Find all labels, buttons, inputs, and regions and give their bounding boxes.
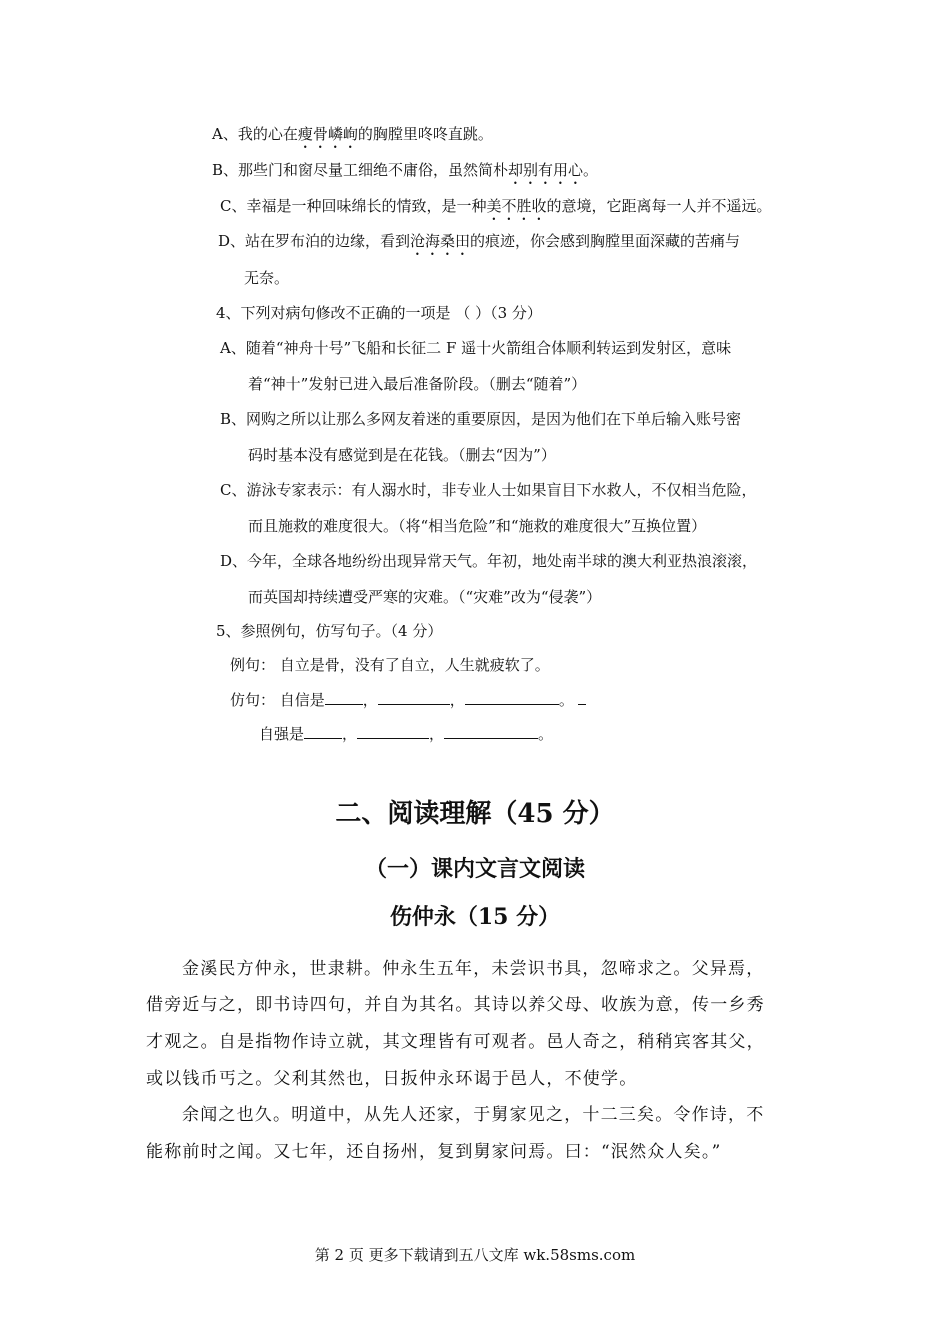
q4-option-b-line1: B、网购之所以让那么多网友着迷的重要原因，是因为他们在下单后输入账号密 <box>220 410 742 428</box>
q3-option-c-dotted: 美不胜收 <box>486 197 547 215</box>
passage-line: 借旁近与之，即书诗四句，并自为其名。其诗以养父母、收族为意，传一乡秀 <box>146 995 765 1015</box>
passage-line: 能称前时之闻。又七年，还自扬州，复到舅家问焉。曰：“泯然众人矣。” <box>146 1142 722 1162</box>
q3-option-c-text: C、幸福是一种回味绵长的情致，是一种 <box>220 197 487 215</box>
comma: ， <box>449 691 465 709</box>
q5-example: 例句： 自立是骨，没有了自立，人生就疲软了。 <box>230 656 550 674</box>
q3-option-d <box>218 231 740 259</box>
q4-stem: 4、下列对病句修改不正确的一项是 （ ）（3 分） <box>216 304 542 322</box>
answer-blank-3[interactable] <box>465 690 559 705</box>
q3-option-c <box>220 196 772 224</box>
q5-stem: 5、参照例句，仿写句子。（4 分） <box>216 622 443 640</box>
answer-blank-6[interactable] <box>444 724 538 739</box>
q3-option-d-tail: 的痕迹，你会感到胸膛里面深藏的苦痛与 <box>470 232 741 250</box>
q3-option-c-tail: 的意境，它距离每一人并不遥远。 <box>546 197 772 215</box>
period: 。 <box>538 725 554 743</box>
q4-option-d-line1: D、今年，全球各地纷纷出现异常天气。年初，地处南半球的澳大利亚热浪滚滚， <box>220 552 758 570</box>
answer-blank-1[interactable] <box>325 690 363 705</box>
q3-option-a <box>212 124 493 152</box>
answer-blank-extra <box>578 690 586 705</box>
article-title: 伤仲永（15 分） <box>389 904 561 930</box>
answer-blank-4[interactable] <box>304 724 342 739</box>
q3-option-a-dotted: 瘦骨嶙峋 <box>297 125 358 143</box>
q3-option-d-dotted: 沧海桑田 <box>410 232 471 250</box>
q3-option-b-tail: 。 <box>583 161 599 179</box>
q4-option-b-line2: 码时基本没有感觉到是在花钱。（删去“因为”） <box>248 446 556 464</box>
q3-option-b-text: B、那些门和窗尽量工细绝不庸俗，虽然简朴 <box>212 161 509 179</box>
q3-option-a-tail: 的胸膛里咚咚直跳。 <box>357 125 493 143</box>
section-title: 二、阅读理解（45 分） <box>335 799 615 829</box>
q3-option-a-text: A、我的心在 <box>212 125 298 143</box>
q4-option-c-line2: 而且施救的难度很大。（将“相当危险”和“施救的难度很大”互换位置） <box>248 517 707 535</box>
q5-imitate-label: 仿句： 自信是 <box>230 691 325 709</box>
q5-line2-label: 自强是 <box>259 725 305 743</box>
q5-imitate-line2 <box>259 724 553 744</box>
period: 。 <box>558 691 574 709</box>
comma: ， <box>362 691 378 709</box>
answer-blank-2[interactable] <box>378 690 450 705</box>
comma: ， <box>342 725 358 743</box>
answer-blank-5[interactable] <box>357 724 429 739</box>
q4-option-a-line1: A、随着“神舟十号”飞船和长征二 F 遥十火箭组合体顺利转运到发射区，意味 <box>220 339 732 357</box>
q4-option-d-line2: 而英国却持续遭受严寒的灾难。（“灾难”改为“侵袭”） <box>248 588 602 606</box>
q3-option-b <box>212 160 598 188</box>
section-subtitle: （一）课内文言文阅读 <box>364 856 585 882</box>
comma: ， <box>429 725 445 743</box>
q3-option-d-continued: 无奈。 <box>244 269 290 287</box>
passage-line: 余闻之也久。明道中，从先人还家，于舅家见之，十二三矣。令作诗，不 <box>182 1105 765 1125</box>
q3-option-d-text: D、站在罗布泊的边缘，看到 <box>218 232 411 250</box>
passage-line: 或以钱币丐之。父利其然也，日扳仲永环谒于邑人，不使学。 <box>146 1069 638 1089</box>
page-footer: 第 2 页 更多下载请到五八文库 wk.58sms.com <box>314 1246 636 1264</box>
q5-imitate-line1 <box>230 690 586 710</box>
passage-line: 金溪民方仲永，世隶耕。仲永生五年，未尝识书具，忽啼求之。父异焉， <box>182 959 765 979</box>
q3-option-b-dotted: 却别有用心 <box>508 161 584 179</box>
q4-option-a-line2: 着“神十”发射已进入最后准备阶段。（删去“随着”） <box>248 375 587 393</box>
q4-option-c-line1: C、游泳专家表示：有人溺水时，非专业人士如果盲目下水救人，不仅相当危险， <box>220 481 757 499</box>
passage-line: 才观之。自是指物作诗立就，其文理皆有可观者。邑人奇之，稍稍宾客其父， <box>146 1032 765 1052</box>
